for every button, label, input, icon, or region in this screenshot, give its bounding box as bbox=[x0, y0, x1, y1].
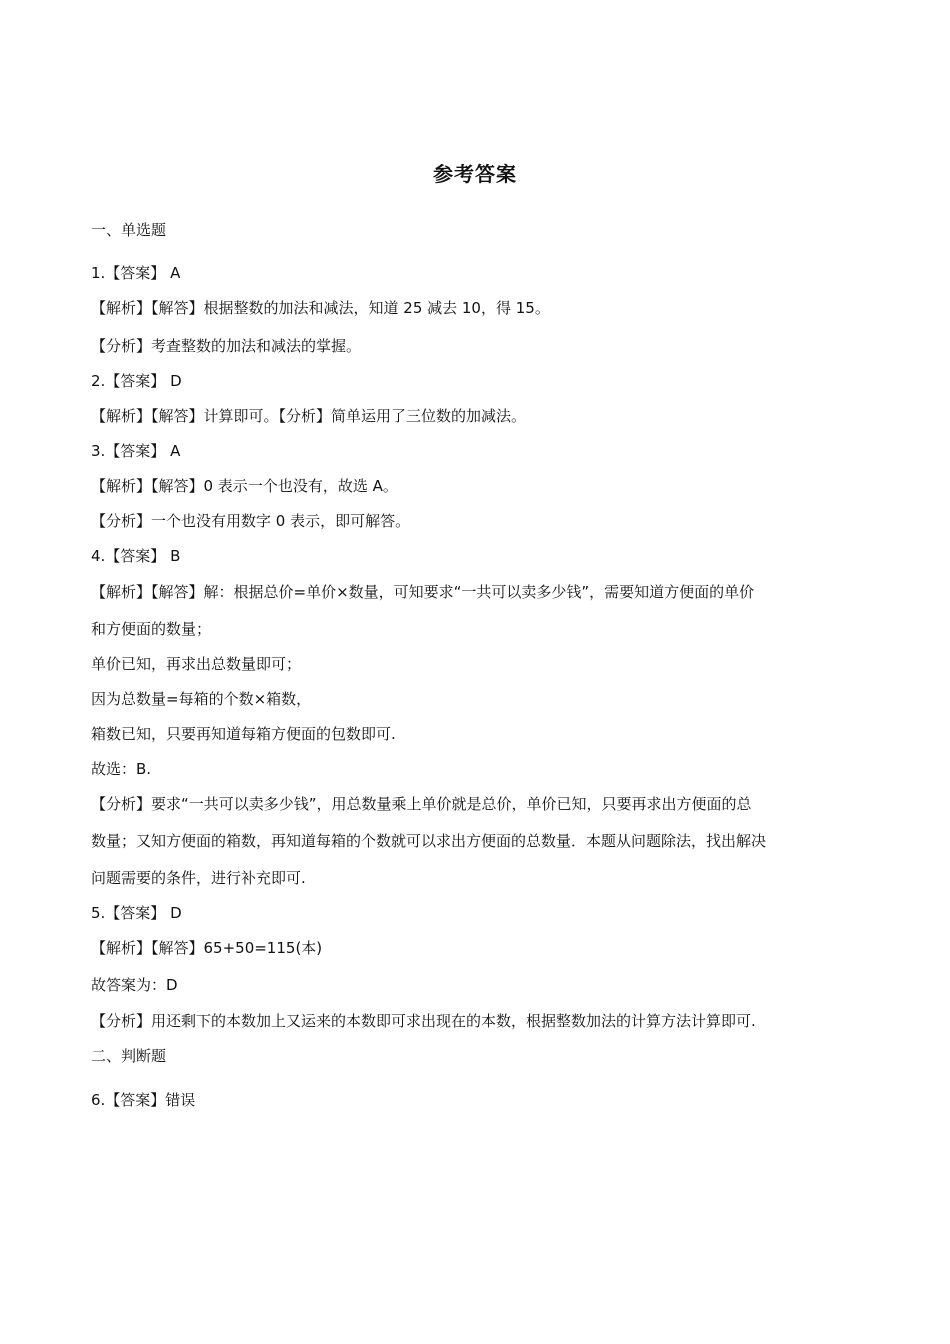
section-heading-single-choice: 一、单选题 bbox=[91, 221, 167, 239]
analysis-line: 数量；又知方便面的箱数，再知道每箱的个数就可以求出方便面的总数量．本题从问题除法，找出解决 bbox=[91, 832, 767, 850]
explanation-line: 箱数已知，只要再知道每箱方便面的包数即可. bbox=[91, 725, 396, 743]
analysis-line: 问题需要的条件，进行补充即可. bbox=[91, 869, 306, 887]
explanation-line: 单价已知，再求出总数量即可； bbox=[91, 655, 302, 673]
explanation-line: 故答案为：D bbox=[91, 976, 178, 994]
answer-line: 6.【答案】错误 bbox=[91, 1091, 196, 1109]
answer-line: 1.【答案】 A bbox=[91, 264, 181, 282]
explanation-line: 【解析】【解答】计算即可。【分析】简单运用了三位数的加减法。 bbox=[91, 407, 527, 425]
page-title: 参考答案 bbox=[433, 162, 517, 186]
answer-line: 5.【答案】 D bbox=[91, 904, 182, 922]
explanation-line: 【解析】【解答】0 表示一个也没有，故选 A。 bbox=[91, 477, 398, 495]
answer-line: 2.【答案】 D bbox=[91, 372, 182, 390]
answer-line: 4.【答案】 B bbox=[91, 547, 181, 565]
section-heading-true-false: 二、判断题 bbox=[91, 1047, 167, 1065]
explanation-line: 和方便面的数量； bbox=[91, 620, 212, 638]
explanation-line: 因为总数量=每箱的个数×箱数， bbox=[91, 690, 312, 708]
explanation-line: 【解析】【解答】解：根据总价=单价×数量，可知要求“一共可以卖多少钱”，需要知道方便面的单价 bbox=[91, 583, 755, 601]
analysis-line: 【分析】考查整数的加法和减法的掌握。 bbox=[91, 337, 362, 355]
analysis-line: 【分析】用还剩下的本数加上又运来的本数即可求出现在的本数，根据整数加法的计算方法计算即可. bbox=[91, 1012, 756, 1030]
explanation-line: 【解析】【解答】65+50=115(本) bbox=[91, 939, 323, 957]
explanation-line: 故选：B. bbox=[91, 760, 152, 778]
analysis-line: 【分析】要求“一共可以卖多少钱”，用总数量乘上单价就是总价，单价已知，只要再求出方便面的总 bbox=[91, 795, 752, 813]
analysis-line: 【分析】一个也没有用数字 0 表示，即可解答。 bbox=[91, 512, 411, 530]
answer-line: 3.【答案】 A bbox=[91, 442, 181, 460]
explanation-line: 【解析】【解答】根据整数的加法和减法，知道 25 减去 10，得 15。 bbox=[91, 299, 550, 317]
